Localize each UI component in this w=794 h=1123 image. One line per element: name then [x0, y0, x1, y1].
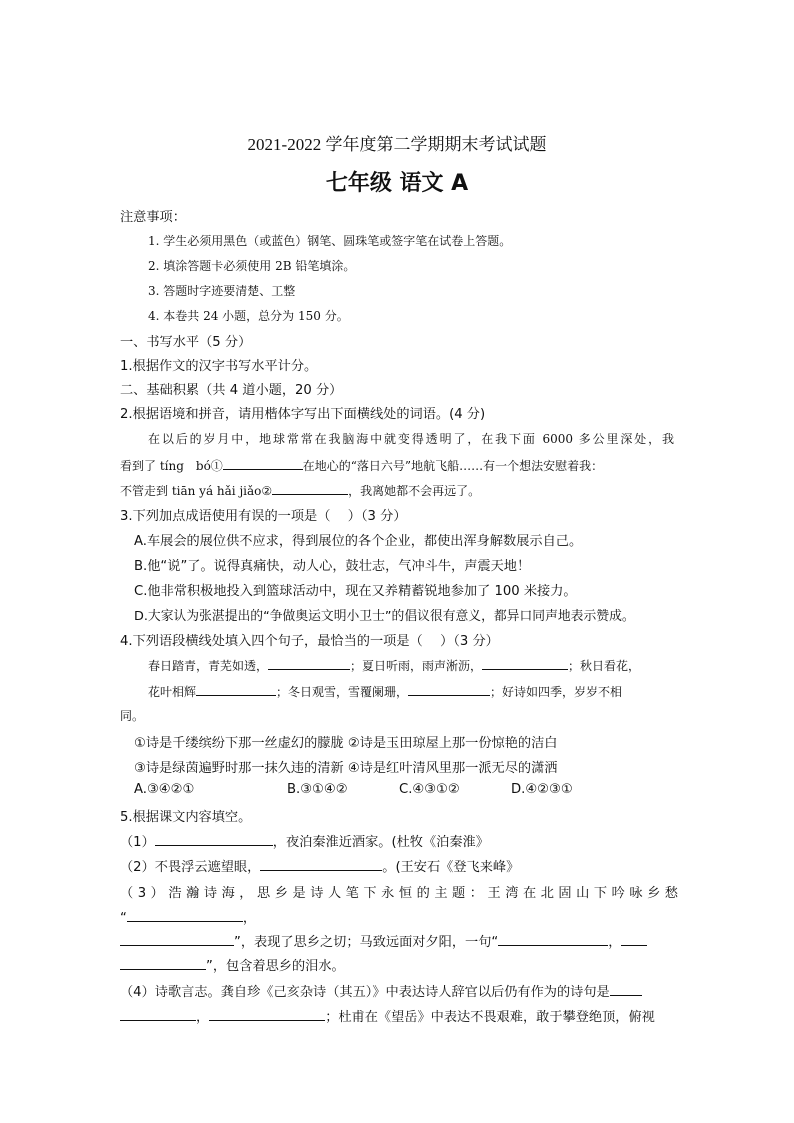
q4-text: ；秋日看花， [568, 659, 641, 673]
q5-item-3: （3）浩瀚诗海，思乡是诗人笔下永恒的主题：王湾在北固山下吟咏乡愁 [120, 886, 678, 901]
notes-heading: 注意事项： [120, 210, 186, 225]
q4-passage-line [148, 682, 622, 700]
section-heading: 二、基础积累（共 4 道小题，20 分） [120, 383, 343, 398]
answer-blank[interactable] [120, 932, 234, 946]
q5-text: ， [608, 935, 622, 950]
q5-text: ，夜泊秦淮近酒家。(杜牧《泊秦淮》 [272, 835, 489, 850]
q5-text: ；杜甫在《望岳》中表达不畏艰难，敢于攀登绝顶，俯视 [325, 1010, 655, 1025]
answer-blank[interactable] [223, 456, 303, 470]
answer-blank[interactable] [272, 481, 348, 495]
answer-blank[interactable] [196, 682, 276, 696]
q4-sentences: ①诗是千缕缤纷下那一丝虚幻的朦胧 ②诗是玉田琼屋上那一份惊艳的洁白 [134, 736, 558, 751]
section-heading: 一、书写水平（5 分） [120, 335, 252, 350]
q4-passage-line: 同。 [120, 709, 145, 723]
q4-choice-a[interactable]: A.③④②① [134, 782, 195, 797]
answer-blank[interactable] [498, 932, 608, 946]
answer-blank[interactable] [621, 932, 647, 946]
exam-subtitle: 七年级 语文 A [325, 171, 469, 196]
q3-option-a[interactable]: A.车展会的展位供不应求，得到展位的各个企业，都使出浑身解数展示自己。 [134, 534, 583, 549]
answer-blank[interactable] [155, 832, 273, 846]
q5-text: ”，表现了思乡之切；马致远面对夕阳，一句“ [234, 935, 499, 950]
question-4-stem: 4.下列语段横线处填入四个句子，最恰当的一项是（ ）（3 分） [120, 634, 499, 649]
q2-passage-line [120, 481, 480, 499]
q3-option-b[interactable]: B.他“说”了。说得真痛快，动人心，鼓壮志，气冲斗牛，声震天地！ [134, 559, 531, 574]
q4-sentences: ③诗是绿茵遍野时那一抹久违的清新 ④诗是红叶清风里那一派无尽的潇洒 [134, 761, 558, 776]
q4-text: ；好诗如四季，岁岁不相 [490, 685, 623, 699]
question-5-stem: 5.根据课文内容填空。 [120, 810, 252, 825]
q5-text: ”，包含着思乡的泪水。 [206, 959, 345, 974]
q2-text: ，我离她都不会再远了。 [348, 484, 481, 498]
q4-text: ；冬日观雪，雪覆阑珊， [276, 685, 409, 699]
answer-blank[interactable] [127, 908, 243, 922]
answer-blank[interactable] [209, 1007, 325, 1021]
q5-text: 。(王安石《登飞来峰》 [382, 860, 520, 875]
answer-blank[interactable] [120, 1007, 196, 1021]
answer-blank[interactable] [260, 857, 382, 871]
q3-option-d[interactable]: D.大家认为张湛提出的“争做奥运文明小卫士”的倡议很有意义，都异口同声地表示赞成。 [134, 609, 635, 624]
question-1: 1.根据作文的汉字书写水平计分。 [120, 359, 318, 374]
question-3-stem: 3.下列加点成语使用有误的一项是（ ）（3 分） [120, 509, 407, 524]
q4-passage-line [148, 656, 640, 674]
q5-text: （1） [120, 835, 155, 850]
note-item: 3. 答题时字迹要清楚、工整 [148, 284, 296, 298]
note-item: 1. 学生必须用黑色（或蓝色）钢笔、圆珠笔或签字笔在试卷上答题。 [148, 234, 512, 248]
note-item: 4. 本卷共 24 小题，总分为 150 分。 [148, 309, 349, 323]
q2-passage-line: 在以后的岁月中，地球常常在我脑海中就变得透明了，在我下面 6000 多公里深处，我 [148, 432, 674, 446]
answer-blank[interactable] [482, 656, 568, 670]
q5-text: ， [196, 1010, 210, 1025]
q4-text: 花叶相辉 [148, 685, 197, 699]
q5-item-1 [120, 831, 489, 850]
q5-item-4 [120, 981, 642, 1000]
answer-blank[interactable] [610, 982, 642, 996]
q5-text: （2）不畏浮云遮望眼， [120, 860, 261, 875]
q3-option-c[interactable]: C.他非常积极地投入到篮球活动中，现在又养精蓄锐地参加了 100 米接力。 [134, 584, 577, 599]
q4-choice-c[interactable]: C.④③①② [399, 782, 460, 797]
q5-text: “ [120, 911, 127, 926]
q2-text: 不管走到 tiān yá hǎi jiǎo② [120, 484, 273, 498]
q5-text: ， [242, 911, 257, 926]
note-item: 2. 填涂答题卡必须使用 2B 铅笔填涂。 [148, 259, 356, 273]
q4-text: 春日踏青，青芜如透， [148, 659, 269, 673]
q2-text: 在地心的“落日六号”地航飞船……有一个想法安慰着我： [302, 459, 604, 473]
q5-item-2 [120, 856, 519, 875]
q4-choice-b[interactable]: B.③①④② [287, 782, 348, 797]
q2-passage-line [120, 456, 603, 474]
answer-blank[interactable] [120, 956, 206, 970]
q5-item-3-line [120, 907, 256, 926]
question-2-stem: 2.根据语境和拼音，请用楷体字写出下面横线处的词语。(4 分) [120, 407, 486, 422]
q5-text: （4）诗歌言志。龚自珍《己亥杂诗（其五）》中表达诗人辞官以后仍有作为的诗句是 [120, 985, 610, 1000]
q5-item-3-line [120, 931, 647, 950]
q5-item-4-line [120, 1006, 655, 1025]
answer-blank[interactable] [268, 656, 350, 670]
q2-text: 看到了 tíng bó① [120, 459, 223, 473]
q4-text: ；夏日听雨，雨声淅沥， [350, 659, 483, 673]
q5-item-3-line [120, 955, 345, 974]
answer-blank[interactable] [408, 682, 490, 696]
q4-choice-d[interactable]: D.④②③① [511, 782, 573, 797]
exam-title: 2021-2022 学年度第二学期期末考试试题 [247, 135, 547, 154]
